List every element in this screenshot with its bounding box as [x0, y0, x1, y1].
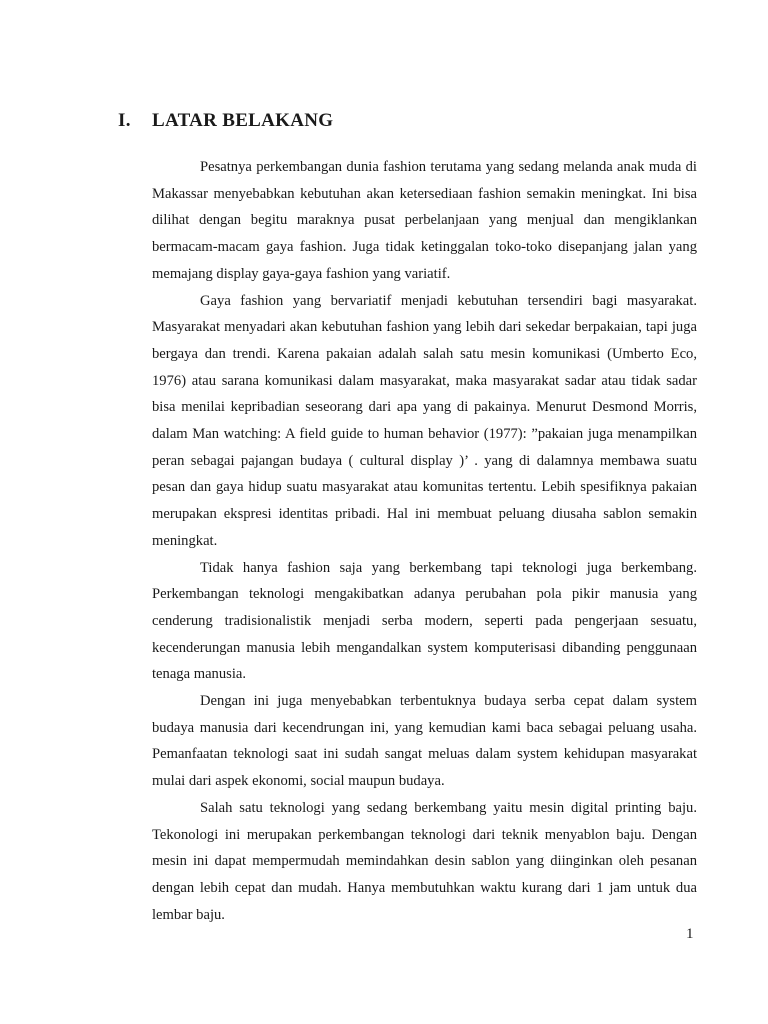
page-number: 1 [686, 926, 694, 942]
paragraph: Tidak hanya fashion saja yang berkembang tapi teknologi juga berkembang. Perkembangan teknologi mengakibatkan adanya perubahan pola pikir manusia yang cenderung tradisionalistik menjadi serba modern, seperti pada pengerjaan sesuatu, kecenderungan manusia lebih mengandalkan system komputerisasi dibanding penggunaan tenaga manusia. [152, 559, 697, 683]
paragraph: Salah satu teknologi yang sedang berkembang yaitu mesin digital printing baju. Tekonologi ini merupakan perkembangan teknologi dari teknik menyablon baju. Dengan mesin ini dapat mempermudah memindahkan desin sablon yang diinginkan oleh pesanan dengan lebih cepat dan mudah. Hanya membutuhkan waktu kurang dari 1 jam untuk dua lembar baju. [152, 799, 697, 923]
paragraph: Pesatnya perkembangan dunia fashion terutama yang sedang melanda anak muda di Makassar menyebabkan kebutuhan akan ketersediaan fashion semakin meningkat. Ini bisa dilihat dengan begitu maraknya pusat perbelanjaan yang menjual dan mengiklankan bermacam-macam gaya fashion. Juga tidak ketinggalan toko-toko disepanjang jalan yang memajang display gaya-gaya fashion yang variatif. [152, 159, 697, 282]
section-heading [118, 110, 333, 132]
body-text [152, 154, 697, 928]
paragraph: Dengan ini juga menyebabkan terbentuknya budaya serba cepat dalam system budaya manusia dari kecendrungan ini, yang kemudian kami baca sebagai peluang usaha. Pemanfaatan teknologi saat ini sudah sangat meluas dalam system kehidupan masyarakat mulai dari aspek ekonomi, social maupun budaya. [152, 693, 697, 790]
section-title: LATAR BELAKANG [152, 110, 334, 131]
paragraph: Gaya fashion yang bervariatif menjadi kebutuhan tersendiri bagi masyarakat. Masyarakat menyadari akan kebutuhan fashion yang lebih dari sekedar berpakaian, tapi juga bergaya dan trendi. Karena pakaian adalah salah satu mesin komunikasi (Umberto Eco, 1976) atau sarana komunikasi dalam masyarakat, maka masyarakat sadar atau tidak sadar bisa menilai kepribadian seseorang dari apa yang di pakainya. Menurut Desmond Morris, dalam Man watching: A field guide to human behavior (1977): ”pakaian juga menampilkan peran sebagai pajangan budaya ( cultural display )’ . yang di dalamnya membawa suatu pesan dan gaya hidup suatu masyarakat atau komunitas tertentu. Lebih spesifiknya pakaian merupakan ekspresi identitas pribadi. Hal ini membuat peluang diusaha sablon semakin meningkat. [152, 292, 697, 549]
section-number: I. [118, 110, 131, 131]
